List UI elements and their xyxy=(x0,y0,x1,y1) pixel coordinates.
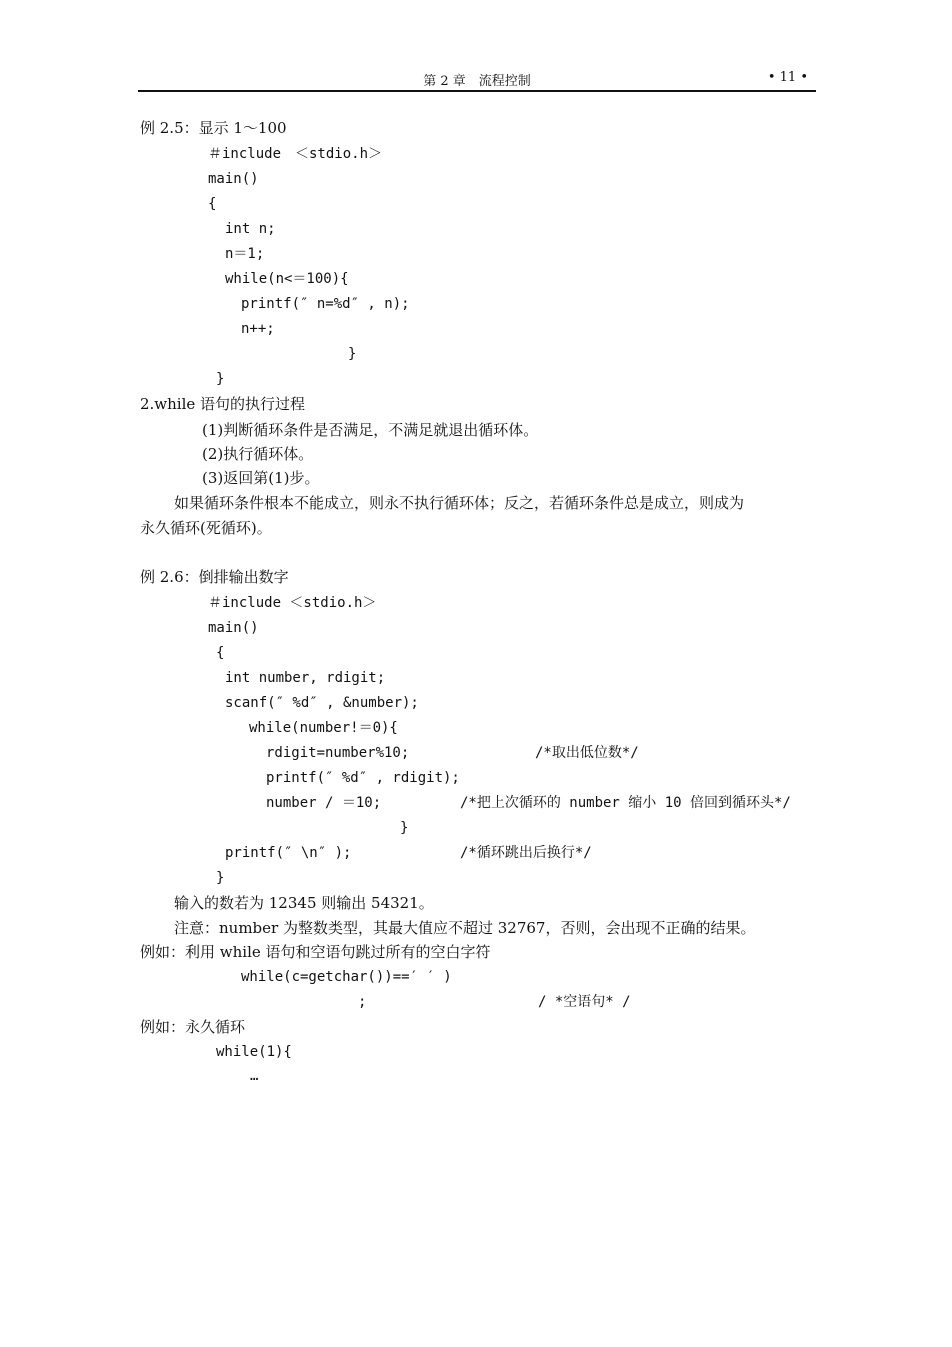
code-line: main() xyxy=(208,620,259,636)
code-line: printf(″ \n″ ); xyxy=(225,845,352,861)
code-comment: /*循环跳出后换行*/ xyxy=(460,845,592,861)
page-number: • 11 • xyxy=(767,70,808,85)
code-line: while(number!＝0){ xyxy=(249,720,398,736)
code-line: scanf(″ %d″ , &number); xyxy=(225,695,419,711)
note-attention: 注意：number 为整数类型，其最大值应不超过 32767，否则，会出现不正确的结果。 xyxy=(174,919,756,937)
code-line: int number, rdigit; xyxy=(225,670,386,686)
code-line: ＃include ＜stdio.h＞ xyxy=(208,595,377,611)
code-line: main() xyxy=(208,171,259,187)
code-line: { xyxy=(216,645,225,661)
code-line: rdigit=number%10; xyxy=(266,745,410,761)
paragraph-line: 如果循环条件根本不能成立，则永不执行循环体；反之，若循环条件总是成立，则成为 xyxy=(174,494,745,512)
code-line: n++; xyxy=(241,321,275,337)
code-line: ; xyxy=(358,994,367,1010)
code-line: while(c=getchar())==′ ′ ) xyxy=(241,969,452,985)
code-line: n＝1; xyxy=(225,246,265,262)
code-line: } xyxy=(400,820,409,836)
step-item: (3)返回第(1)步。 xyxy=(202,469,320,487)
example-2-6-title: 例 2.6：倒排输出数字 xyxy=(140,568,289,586)
code-line: } xyxy=(348,346,357,362)
code-line: } xyxy=(216,870,225,886)
code-line: printf(″ %d″ , rdigit); xyxy=(266,770,460,786)
code-line: number / ＝10; xyxy=(266,795,382,811)
section-title: 2.while 语句的执行过程 xyxy=(140,395,306,413)
paragraph-line: 永久循环(死循环)。 xyxy=(140,519,272,537)
example-2-5-title: 例 2.5：显示 1～100 xyxy=(140,119,287,137)
code-ellipsis: … xyxy=(250,1068,259,1084)
code-line: while(1){ xyxy=(216,1044,292,1060)
code-line: while(n<＝100){ xyxy=(225,271,349,287)
code-line: printf(″ n=%d″ , n); xyxy=(241,296,410,312)
code-line: ＃include ＜stdio.h＞ xyxy=(208,146,383,162)
code-comment: /*取出低位数*/ xyxy=(535,745,639,761)
code-line: } xyxy=(216,371,225,387)
step-item: (1)判断循环条件是否满足，不满足就退出循环体。 xyxy=(202,421,539,439)
chapter-title: 第 2 章 流程控制 xyxy=(423,74,531,89)
note-io: 输入的数若为 12345 则输出 54321。 xyxy=(174,894,434,912)
code-line: int n; xyxy=(225,221,276,237)
example-forever-title: 例如：永久循环 xyxy=(140,1018,246,1036)
code-line: { xyxy=(208,196,217,212)
code-comment: /*把上次循环的 number 缩小 10 倍回到循环头*/ xyxy=(460,795,791,811)
step-item: (2)执行循环体。 xyxy=(202,445,314,463)
example-skip-title: 例如：利用 while 语句和空语句跳过所有的空白字符 xyxy=(140,943,491,961)
code-comment: / *空语句* / xyxy=(538,994,631,1010)
page-header xyxy=(138,70,816,92)
